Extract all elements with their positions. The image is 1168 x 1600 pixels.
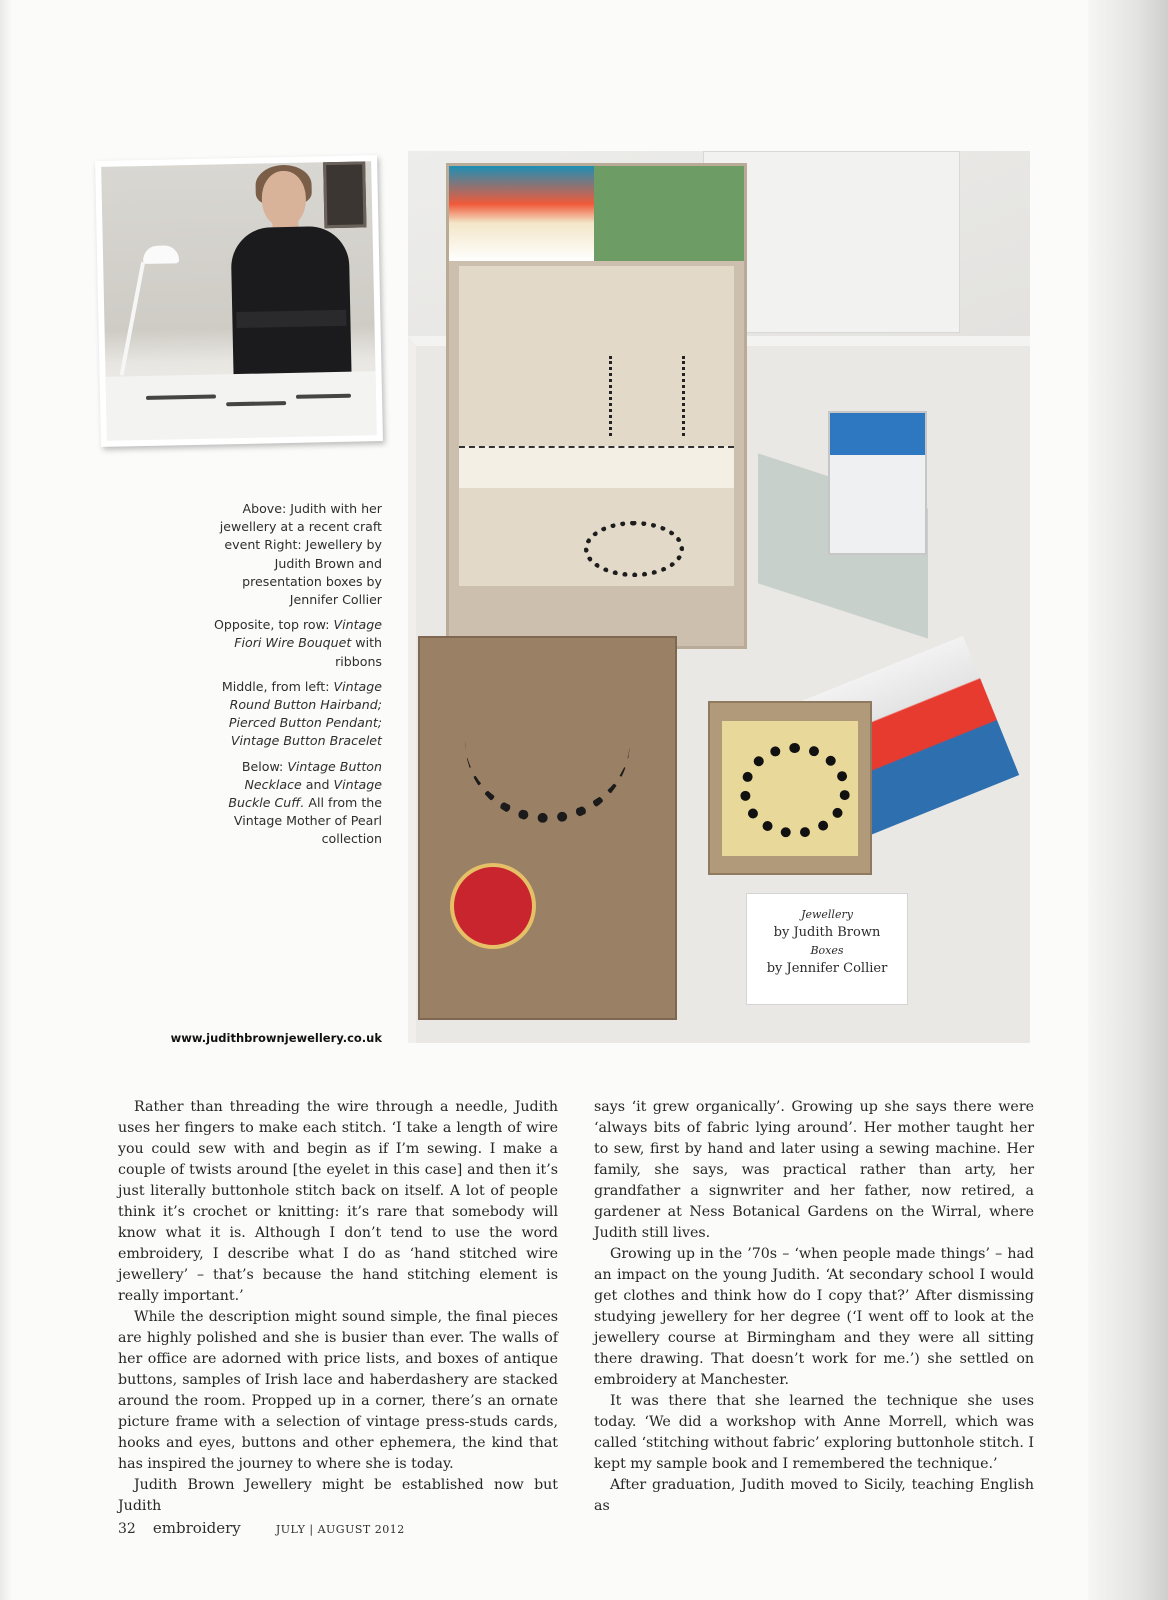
small-earring-box xyxy=(828,411,927,555)
article-column-left xyxy=(118,1097,558,1517)
page-number: 32 xyxy=(118,1521,136,1537)
wall-picture xyxy=(323,161,366,228)
caption-below xyxy=(200,758,382,849)
article-paragraph: Growing up in the ’70s – ‘when people made things’ – had an impact on the young Judith. ‘At secondary school I would get clothes and think how do I copy that?’ After dismissing studying jewellery for her degree (‘I went off to look at the jewellery course at Birmingham and they were all sitting there drawing. That doesn’t work for me.’) she settled on embroidery at Manchester. xyxy=(594,1246,1034,1388)
lamp-head xyxy=(143,245,179,264)
wire-bracelet xyxy=(584,521,684,577)
button-necklace xyxy=(465,703,630,823)
jewellery-display-photo xyxy=(408,151,1030,1043)
caption-opposite xyxy=(200,616,382,671)
neweys-guarantee-seal xyxy=(450,863,536,949)
article-paragraph: It was there that she learned the technique she uses today. ‘We did a workshop with Anne Morrell, which was called ‘stitching without fabric’ exploring buttonhole stitch. I kept my sample book and I remembered the technique.’ xyxy=(594,1393,1034,1472)
cuff-box xyxy=(708,701,872,875)
caption-below-title2: Vintage Buckle Cuff. xyxy=(228,776,382,811)
caption-below-prefix: Below: xyxy=(241,758,288,774)
caption-opposite-title: Vintage Fiori Wire Bouquet xyxy=(234,617,382,651)
display-label-card xyxy=(746,893,908,1005)
caption-opposite-prefix: Opposite, top row: xyxy=(214,617,330,633)
caption-below-and: and xyxy=(301,776,334,792)
lamp-stand xyxy=(120,262,145,376)
page-footer xyxy=(118,1518,405,1537)
label-boxes: Boxes xyxy=(810,944,844,957)
label-jewellery: Jewellery xyxy=(801,908,853,921)
necklace-box xyxy=(418,636,677,1020)
label-boxes-maker: by Jennifer Collier xyxy=(766,961,888,976)
buckle-cuff xyxy=(740,743,850,838)
issue-date: JULY | AUGUST 2012 xyxy=(275,1523,405,1536)
newey-card-lid xyxy=(449,166,594,261)
portrait-photo-image xyxy=(101,161,377,441)
person-belt xyxy=(236,310,346,328)
article-paragraph: Judith Brown Jewellery might be established now but Judith xyxy=(118,1477,558,1514)
chandelier-earrings xyxy=(609,356,685,436)
photo-caption xyxy=(200,500,382,856)
caption-below-suffix: All from the Vintage Mother of Pearl collection xyxy=(233,795,382,847)
page-left-edge xyxy=(0,0,12,1600)
page-gutter-shadow xyxy=(1088,0,1168,1600)
article-paragraph: Rather than threading the wire through a needle, Judith uses her fingers to make each stitch. ‘I take a length of wire you could sew with and begin as if I’m sewing. I make a couple of twists around [the eyelet in this case] and then it’s just literally buttonhole stitch back on itself. A lot of people think it’s crochet or knitting: it’s rare that somebody will know what it is. Although I don’t tend to use the word embroidery, I describe what I do as ‘hand stitched wire jewellery’ – that’s because the hand stitching element is really important.’ xyxy=(118,1099,558,1304)
small-box-lid xyxy=(830,413,925,455)
article-paragraph-continued: says ‘it grew organically’. Growing up she says there were ‘always bits of fabric lying around’. Her mother taught her to sew, first by hand and later using a sewing machine. Her family, she says, was practical rather than arty, her grandfather a signwriter and her father, now retired, a gardener at Ness Botanical Gardens on the Wirral, where Judith still lives. xyxy=(594,1099,1034,1241)
caption-middle-prefix: Middle, from left: xyxy=(221,678,330,694)
caption-above: Above: Judith with her jewellery at a recent craft event Right: Jewellery by Judith Brown and presentation boxes by Jennifer Collier xyxy=(219,501,382,608)
label-jewellery-maker: by Judith Brown xyxy=(773,925,881,940)
snap-fasteners-card-lid xyxy=(594,166,744,261)
caption-below-title1: Vintage Button Necklace xyxy=(244,758,382,792)
magazine-name: embroidery xyxy=(152,1519,241,1537)
article-paragraph: While the description might sound simple, the final pieces are highly polished and she is busier than ever. The walls of her office are adorned with price lists, and boxes of antique buttons, samples of Irish lace and haberdashery are stacked around the room. Propped up in a corner, there’s an ornate picture frame with a selection of vintage press-studs cards, hooks and eyes, buttons and other ephemera, the kind that has inspired the journey to where she is today. xyxy=(118,1309,558,1472)
portrait-photo xyxy=(95,155,383,447)
caption-middle-titles: Vintage Round Button Hairband; Pierced Button Pendant; Vintage Button Bracelet xyxy=(228,678,382,749)
article-paragraph: After graduation, Judith moved to Sicily, teaching English as xyxy=(594,1477,1034,1514)
website-url: www.judithbrownjewellery.co.uk xyxy=(170,1031,382,1045)
caption-opposite-suffix: with ribbons xyxy=(335,635,382,669)
person-head xyxy=(261,171,306,228)
article-column-right xyxy=(594,1097,1034,1517)
hooks-card-strip xyxy=(459,446,734,488)
open-presentation-box xyxy=(446,163,747,649)
caption-middle xyxy=(200,678,382,751)
